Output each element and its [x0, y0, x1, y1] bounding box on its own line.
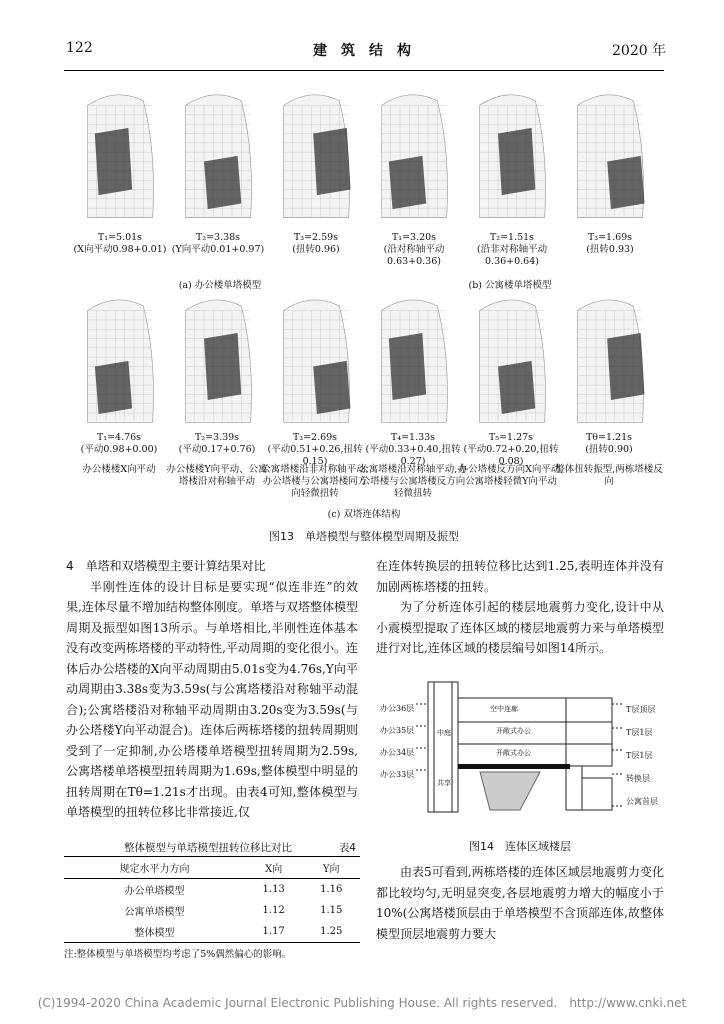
- mode-shape-model: [372, 82, 456, 227]
- mode-shape-model: [176, 82, 260, 227]
- subcaption-b: (b) 公寓楼单塔模型: [468, 280, 552, 291]
- mode-shape-model: [568, 292, 652, 427]
- period-value: T₂=1.51s: [489, 232, 535, 243]
- mode-period-caption: [554, 432, 664, 456]
- mode-period-caption: [358, 432, 468, 468]
- mode-shape-description: 办公楼楼X向平动: [82, 464, 156, 475]
- mode-period-caption: [162, 432, 272, 456]
- period-desc: (扭转0.90): [585, 444, 633, 455]
- period-value: T₁=3.20s: [391, 232, 437, 243]
- table-4: [64, 856, 360, 943]
- period-value: T₃=2.59s: [293, 232, 339, 243]
- table-cell: 1.15: [320, 905, 343, 916]
- mode-shape-panel: [176, 292, 260, 427]
- period-desc: (沿对称轴平动 0.63+0.36): [383, 244, 445, 267]
- mode-shape-panel: [274, 292, 358, 427]
- floor-label: 转换层: [626, 774, 650, 783]
- table-row: [64, 900, 360, 921]
- period-desc: (平动0.17+0.76): [178, 444, 256, 455]
- floor-label: 办公36层: [380, 704, 415, 713]
- mode-shape-panel: [568, 292, 652, 427]
- mode-period-caption: [168, 232, 268, 256]
- page-number: 122: [66, 40, 93, 56]
- mode-period-caption: [364, 232, 464, 268]
- floor-label: 公寓首层: [626, 797, 658, 806]
- period-value: T₂=3.38s: [195, 232, 241, 243]
- figure-14-left-labels: [380, 698, 414, 786]
- figure-14-right-labels: [626, 698, 658, 813]
- mode-shape-model: [274, 82, 358, 227]
- period-value: T₂=3.39s: [194, 432, 240, 443]
- subcaption-a: (a) 办公楼单塔模型: [178, 280, 262, 291]
- period-desc: (扭转0.93): [586, 244, 634, 255]
- period-value: Tθ=1.21s: [585, 432, 633, 443]
- period-value: T₅=1.27s: [488, 432, 534, 443]
- table-4-block: [64, 840, 360, 960]
- mode-shape-panel: [568, 82, 652, 227]
- subcaption-c: (c) 双塔连体结构: [327, 509, 401, 520]
- period-desc: (沿非对称轴平动 0.36+0.64): [476, 244, 548, 267]
- table-cell: 1.12: [262, 905, 285, 916]
- mode-shape-description: 办公塔楼反方向X向平动,公寓塔楼轻微Y向平动: [458, 464, 564, 487]
- mode-period-caption: [70, 232, 170, 256]
- mode-shape-panel: [372, 292, 456, 427]
- mode-shape-model: [470, 292, 554, 427]
- mode-period-caption: [462, 232, 562, 268]
- right-paragraph-2: 为了分析连体引起的楼层地震剪力变化,设计中从小震模型提取了连体区域的楼层地震剪力来与单塔模型进行对比,连体区域的楼层编号如图14所示。: [376, 600, 665, 655]
- table-cell: 整体模型: [134, 928, 175, 939]
- floor-label: T层1层: [626, 751, 653, 760]
- floor-label: 办公34层: [380, 748, 415, 757]
- mode-period-caption: [266, 232, 366, 256]
- figure-14-title: 图14 连体区域楼层: [469, 840, 571, 853]
- period-desc: (扭转0.96): [292, 244, 340, 255]
- table-cell: 公寓单塔模型: [124, 907, 185, 918]
- mode-shape-model: [470, 82, 554, 227]
- table-row: [64, 921, 360, 943]
- mode-shape-panel: [78, 292, 162, 427]
- period-desc: (Y向平动0.01+0.97): [171, 244, 265, 255]
- table-cell: 1.13: [262, 884, 285, 895]
- period-value: T₃=2.69s: [292, 432, 338, 443]
- mode-shape-model: [274, 292, 358, 427]
- floor-label: 办公35层: [380, 726, 415, 735]
- journal-name: 建 筑 结 构: [313, 43, 411, 59]
- region-label: 中庭: [437, 729, 451, 737]
- section-4-heading: 4 单塔和双塔模型主要计算结果对比: [66, 559, 266, 573]
- mode-shape-model: [176, 292, 260, 427]
- region-label: 开敞式办公: [496, 749, 531, 757]
- region-label: 共享: [437, 779, 451, 787]
- mode-shape-model: [78, 82, 162, 227]
- figure-14-diagram: [380, 678, 670, 818]
- floor-label: T层1层: [626, 728, 653, 737]
- mode-period-caption: [560, 232, 660, 256]
- mode-shape-panel: [176, 82, 260, 227]
- mode-shape-panel: [470, 82, 554, 227]
- mode-period-caption: [456, 432, 566, 468]
- table-4-note: 注:整体模型与单塔模型均考虑了5%偶然偏心的影响。: [64, 949, 292, 960]
- copyright-footer: (C)1994-2020 China Academic Journal Electronic Publishing House. All rights reserved. http://www.cnki.net: [37, 996, 687, 1010]
- period-desc: (平动0.51+0.26,扭转0.15): [267, 444, 363, 467]
- mode-shape-description: 办公楼楼Y向平动、公寓塔楼沿对称轴平动: [166, 464, 268, 487]
- mode-shape-description: 公寓塔楼沿对称轴平动,办公塔楼与公寓塔楼反方向轻微扭转: [359, 464, 467, 499]
- period-desc: (平动0.98+0.00): [80, 444, 158, 455]
- right-column-bottom: [376, 862, 664, 944]
- floor-label: T层顶层: [626, 705, 656, 714]
- mode-period-caption: [260, 432, 370, 468]
- left-column: [66, 556, 358, 823]
- table-cell: 1.16: [320, 884, 343, 895]
- table-cell: 1.17: [262, 926, 285, 937]
- right-column-top: [376, 556, 664, 659]
- region-label: 开敞式办公: [496, 727, 531, 735]
- figure-13-title: 图13 单塔模型与整体模型周期及振型: [269, 530, 459, 543]
- mode-shape-panel: [372, 82, 456, 227]
- period-desc: (平动0.72+0.20,扭转0.08): [463, 444, 559, 467]
- table-cell: 办公单塔模型: [124, 886, 185, 897]
- mode-shape-panel: [274, 82, 358, 227]
- table-cell: 1.25: [320, 926, 343, 937]
- period-desc: (平动0.33+0.40,扭转0.27): [365, 444, 461, 467]
- section-4-paragraph: 半刚性连体的设计目标是要实现“似连非连”的效果,连体尽量不增加结构整体刚度。单塔与双塔整体模型周期及振型如图13所示。与单塔相比,半刚性连体基本没有改变两栋塔楼的平动特性,平动周期的变化很小。连体后办公塔楼的X向平动周期由5.01s变为4.76s,Y向平动周期由3.38s变为3.59s(与公寓塔楼沿对称轴平动混合);公寓塔楼沿对称轴平动周期由3.20s变为3.59s(与办公塔楼Y向平动混合)。连体后两栋塔楼的扭转周期则受到了一定抑制,办公塔楼单塔模型扭转周期为2.59s,公寓塔楼单塔模型扭转周期为1.69s,整体模型中明显的扭转周期在Tθ=1.21s才出现。由表4可知,整体模型与单塔模型的扭转位移比非常接近,仅: [66, 579, 358, 819]
- period-desc: (X向平动0.98+0.01): [73, 244, 167, 255]
- period-value: T₄=1.33s: [390, 432, 436, 443]
- table-header: X向: [265, 864, 283, 875]
- floor-label: 办公33层: [380, 770, 415, 779]
- table-header: Y向: [322, 864, 340, 875]
- table-row: [64, 879, 360, 901]
- period-value: T₁=4.76s: [96, 432, 142, 443]
- mode-shape-description: 公寓塔楼沿非对称轴平动,办公塔楼与公寓塔楼同方向轻微扭转: [261, 464, 369, 499]
- table-4-title: 整体模型与单塔模型扭转位移比对比: [124, 842, 292, 854]
- journal-year: 2020 年: [612, 43, 667, 59]
- mode-shape-model: [568, 82, 652, 227]
- mode-shape-panel: [78, 82, 162, 227]
- header-rule: [64, 70, 664, 71]
- period-value: T₁=5.01s: [97, 232, 143, 243]
- mode-shape-model: [372, 292, 456, 427]
- table-4-label: 表4: [338, 842, 356, 854]
- mode-period-caption: [64, 432, 174, 456]
- table-header: 规定水平力方向: [119, 864, 190, 875]
- mode-shape-description: 整体扭转振型,两栋塔楼反向: [555, 464, 663, 487]
- region-label: 空中连廊: [490, 705, 518, 713]
- right-paragraph-3: 由表5可看到,两栋塔楼的连体区域层地震剪力变化都比较均匀,无明显突变,各层地震剪力增大的幅度小于10%(公寓塔楼顶层由于单塔模型不含顶部连体,故整体模型顶层地震剪力要大: [376, 865, 664, 941]
- right-paragraph-1: 在连体转换层的扭转位移比达到1.25,表明连体并没有加剧两栋塔楼的扭转。: [376, 559, 664, 594]
- mode-shape-panel: [470, 292, 554, 427]
- mode-shape-model: [78, 292, 162, 427]
- period-value: T₃=1.69s: [587, 232, 633, 243]
